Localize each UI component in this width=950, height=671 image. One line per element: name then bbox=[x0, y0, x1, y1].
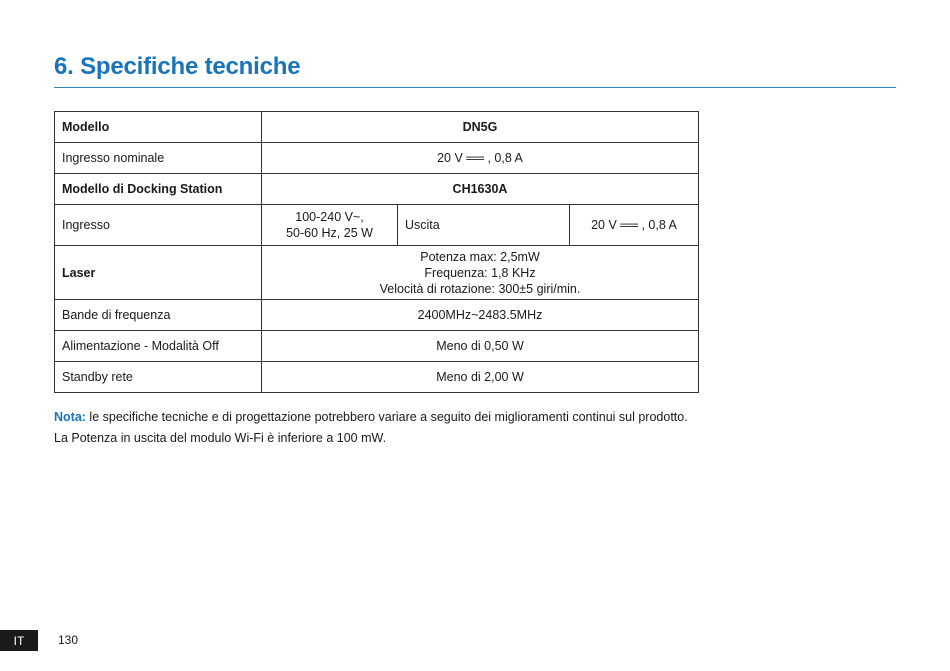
input-line: 50-60 Hz, 25 W bbox=[286, 226, 373, 240]
row-label: Modello bbox=[55, 112, 262, 143]
language-badge: IT bbox=[0, 630, 38, 651]
table-row bbox=[55, 143, 699, 174]
table-row bbox=[55, 362, 699, 393]
row-label: Laser bbox=[55, 246, 262, 300]
row-value: DN5G bbox=[262, 112, 699, 143]
row-label: Bande di frequenza bbox=[55, 300, 262, 331]
row-label: Ingresso bbox=[55, 205, 262, 246]
table-row bbox=[55, 331, 699, 362]
output-label: Uscita bbox=[398, 205, 570, 246]
laser-spec-line: Potenza max: 2,5mW bbox=[420, 249, 540, 264]
row-value: CH1630A bbox=[262, 174, 699, 205]
row-value: 20 V ══ , 0,8 A bbox=[262, 143, 699, 174]
row-value: Meno di 2,00 W bbox=[262, 362, 699, 393]
row-label: Modello di Docking Station bbox=[55, 174, 262, 205]
notes bbox=[54, 407, 754, 449]
input-line: 100-240 V~, bbox=[295, 210, 364, 224]
table-row bbox=[55, 205, 699, 246]
row-value: Meno di 0,50 W bbox=[262, 331, 699, 362]
wifi-power-note: La Potenza in uscita del modulo Wi-Fi è inferiore a 100 mW. bbox=[54, 431, 387, 445]
page-number: 130 bbox=[58, 633, 79, 647]
title-divider bbox=[54, 87, 896, 88]
page-title: 6. Specifiche tecniche bbox=[54, 53, 301, 80]
laser-spec-line: Frequenza: 1,8 KHz bbox=[424, 265, 536, 280]
note-text: le specifiche tecniche e di progettazione potrebbero variare a seguito dei miglioramenti continui sul prodotto. bbox=[85, 410, 688, 424]
laser-specs bbox=[262, 246, 699, 300]
table-row bbox=[55, 300, 699, 331]
table-row bbox=[55, 112, 699, 143]
row-label: Ingresso nominale bbox=[55, 143, 262, 174]
note-label: Nota: bbox=[54, 410, 86, 424]
output-value: 20 V ══ , 0,8 A bbox=[570, 205, 699, 246]
table-row bbox=[55, 174, 699, 205]
table-row bbox=[55, 246, 699, 300]
input-value bbox=[262, 205, 398, 246]
note-line bbox=[54, 407, 754, 428]
laser-spec-line: Velocità di rotazione: 300±5 giri/min. bbox=[379, 281, 581, 296]
row-label: Standby rete bbox=[55, 362, 262, 393]
row-label: Alimentazione - Modalità Off bbox=[55, 331, 262, 362]
row-value: 2400MHz~2483.5MHz bbox=[262, 300, 699, 331]
spec-table bbox=[54, 111, 699, 393]
